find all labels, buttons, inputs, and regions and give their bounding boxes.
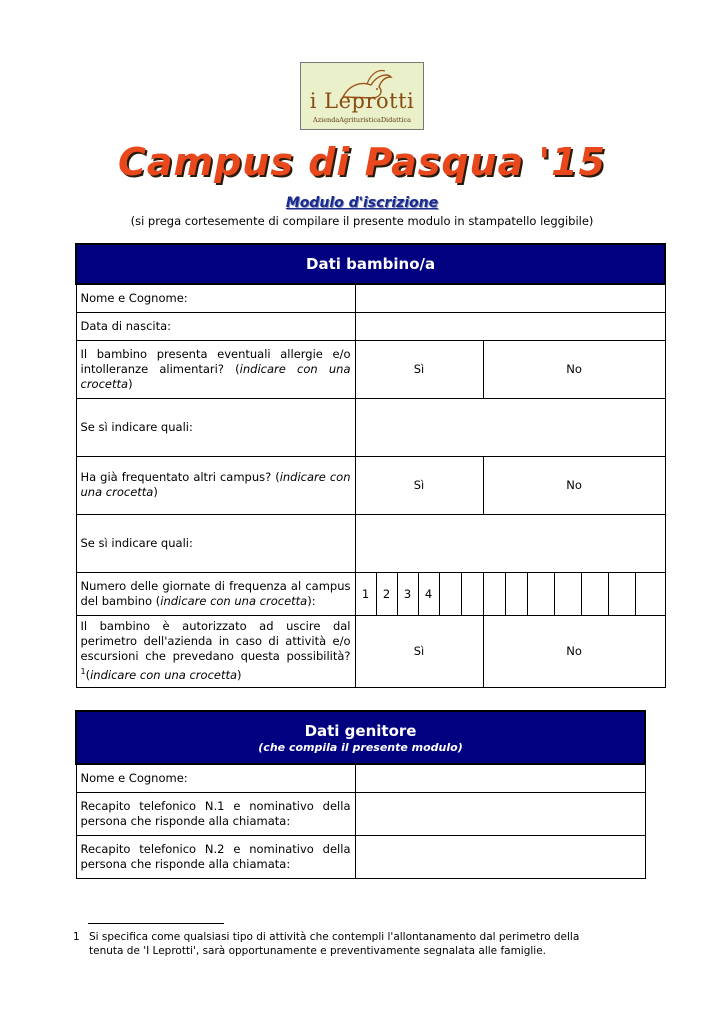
- form-subtitle: Modulo d'iscrizione: [285, 195, 439, 211]
- birth-date-label: Data di nascita:: [76, 312, 355, 340]
- allergy-question: Il bambino presenta eventuali allergie e/o intolleranze alimentari? (indicare con una crocetta): [76, 340, 355, 398]
- day-option-empty[interactable]: [461, 572, 483, 615]
- day-option-4[interactable]: 4: [418, 572, 439, 615]
- exit-no-option[interactable]: No: [483, 615, 665, 687]
- child-name-field[interactable]: [355, 284, 665, 312]
- parent-data-table: [75, 710, 646, 879]
- parent-header-subtitle: (che compila il presente modulo): [258, 740, 463, 754]
- day-option-1[interactable]: 1: [355, 572, 376, 615]
- footnote-text: Si specifica come qualsiasi tipo di attività che contempli l'allontanamento dal perimetro della tenuta de 'I Leprotti', sarà opportunamente e preventivamente segnalata alle famiglie.: [89, 931, 580, 957]
- allergy-no-option[interactable]: No: [483, 340, 665, 398]
- day-option-empty[interactable]: [505, 572, 527, 615]
- attendance-days-question: Numero delle giornate di frequenza al campus del bambino (indicare con una crocetta):: [76, 572, 355, 615]
- footnote-number: 1: [73, 931, 80, 943]
- parent-name-field[interactable]: [355, 764, 645, 792]
- page-title: Campus di Pasqua '15: [117, 140, 606, 184]
- day-option-2[interactable]: 2: [376, 572, 397, 615]
- parent-section-header: [76, 711, 645, 764]
- campus-no-option[interactable]: No: [483, 456, 665, 514]
- day-option-empty[interactable]: [554, 572, 581, 615]
- day-option-empty[interactable]: [635, 572, 665, 615]
- exit-authorization-question: Il bambino è autorizzato ad uscire dal perimetro dell'azienda in caso di attività e/o escursioni che prevedano questa possibilità?$^1$(indicare con una crocetta): [76, 615, 355, 687]
- allergy-details-field[interactable]: [355, 398, 665, 456]
- parent-name-label: Nome e Cognome:: [76, 764, 355, 792]
- campus-details-label: Se sì indicare quali:: [76, 514, 355, 572]
- allergy-yes-option[interactable]: Sì: [355, 340, 483, 398]
- other-campus-question: Ha già frequentato altri campus? (indicare con una crocetta): [76, 456, 355, 514]
- logo-tagline: AziendaAgrituristicaDidattica: [313, 116, 411, 124]
- instruction-note: (si prega cortesemente di compilare il presente modulo in stampatello leggibile): [130, 214, 594, 228]
- logo-brand: i Leprotti: [309, 89, 415, 113]
- day-option-3[interactable]: 3: [397, 572, 418, 615]
- exit-yes-option[interactable]: Sì: [355, 615, 483, 687]
- child-data-table: [75, 243, 666, 688]
- day-option-empty[interactable]: [608, 572, 635, 615]
- phone1-label: Recapito telefonico N.1 e nominativo della persona che risponde alla chiamata:: [76, 792, 355, 835]
- phone2-label: Recapito telefonico N.2 e nominativo della persona che risponde alla chiamata:: [76, 835, 355, 878]
- child-section-header: Dati bambino/a: [76, 244, 665, 284]
- logo: [300, 62, 424, 130]
- birth-date-field[interactable]: [355, 312, 665, 340]
- day-option-empty[interactable]: [581, 572, 608, 615]
- footnote: [73, 930, 613, 958]
- day-option-empty[interactable]: [527, 572, 554, 615]
- day-option-empty[interactable]: [483, 572, 505, 615]
- allergy-details-label: Se sì indicare quali:: [76, 398, 355, 456]
- campus-details-field[interactable]: [355, 514, 665, 572]
- child-name-label: Nome e Cognome:: [76, 284, 355, 312]
- campus-yes-option[interactable]: Sì: [355, 456, 483, 514]
- day-option-empty[interactable]: [439, 572, 461, 615]
- phone2-field[interactable]: [355, 835, 645, 878]
- footnote-separator: [88, 923, 224, 924]
- phone1-field[interactable]: [355, 792, 645, 835]
- parent-header-title: Dati genitore: [304, 721, 417, 740]
